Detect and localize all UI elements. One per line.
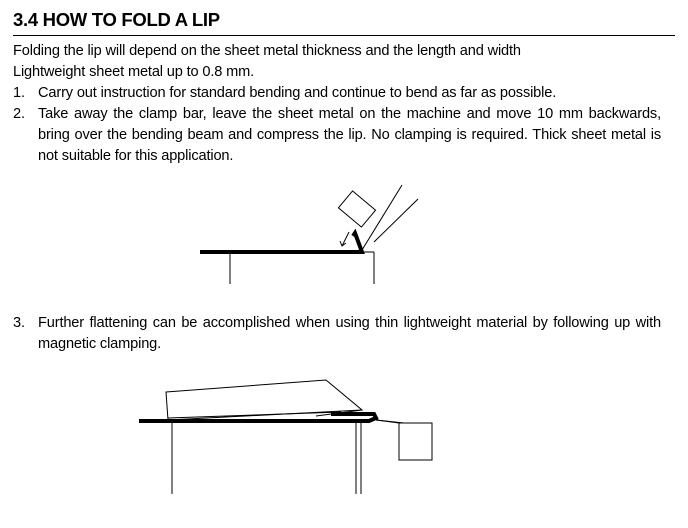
step-number: 3. (13, 315, 25, 331)
step-number: 2. (13, 106, 25, 122)
beam-link-2 (376, 420, 404, 423)
steps-list-2 (13, 313, 661, 355)
step-number: 1. (13, 85, 25, 101)
step-text: Further flattening can be accomplished when using thin lightweight material by following up with magnetic clamping. (38, 315, 661, 352)
lip-folding-diagram (196, 180, 426, 292)
intro-line-1: Folding the lip will depend on the sheet metal thickness and the length and width (13, 43, 521, 59)
step-text: Carry out instruction for standard bending and continue to bend as far as possible. (38, 85, 557, 101)
step-item (13, 83, 661, 104)
bending-beam-block (338, 191, 375, 227)
page-title: 3.4 HOW TO FOLD A LIP (13, 9, 220, 30)
step-text: Take away the clamp bar, leave the sheet metal on the machine and move 10 mm backwards, bring over the bending beam and compress the lip. No clamping is required. Thick sheet metal is not suitable for this application. (38, 106, 661, 164)
step-item (13, 313, 661, 355)
magnet-block (399, 423, 432, 460)
folded-sheet-metal (200, 233, 362, 252)
steps-list-1 (13, 83, 661, 167)
step-item (13, 104, 661, 167)
clamp-bar-underside (168, 412, 341, 418)
intro-line-2: Lightweight sheet metal up to 0.8 mm. (13, 64, 255, 80)
magnetic-clamping-diagram (136, 376, 436, 500)
intro-paragraph (13, 41, 675, 83)
bending-beam-line-1 (362, 185, 402, 250)
title-underline (13, 35, 675, 36)
